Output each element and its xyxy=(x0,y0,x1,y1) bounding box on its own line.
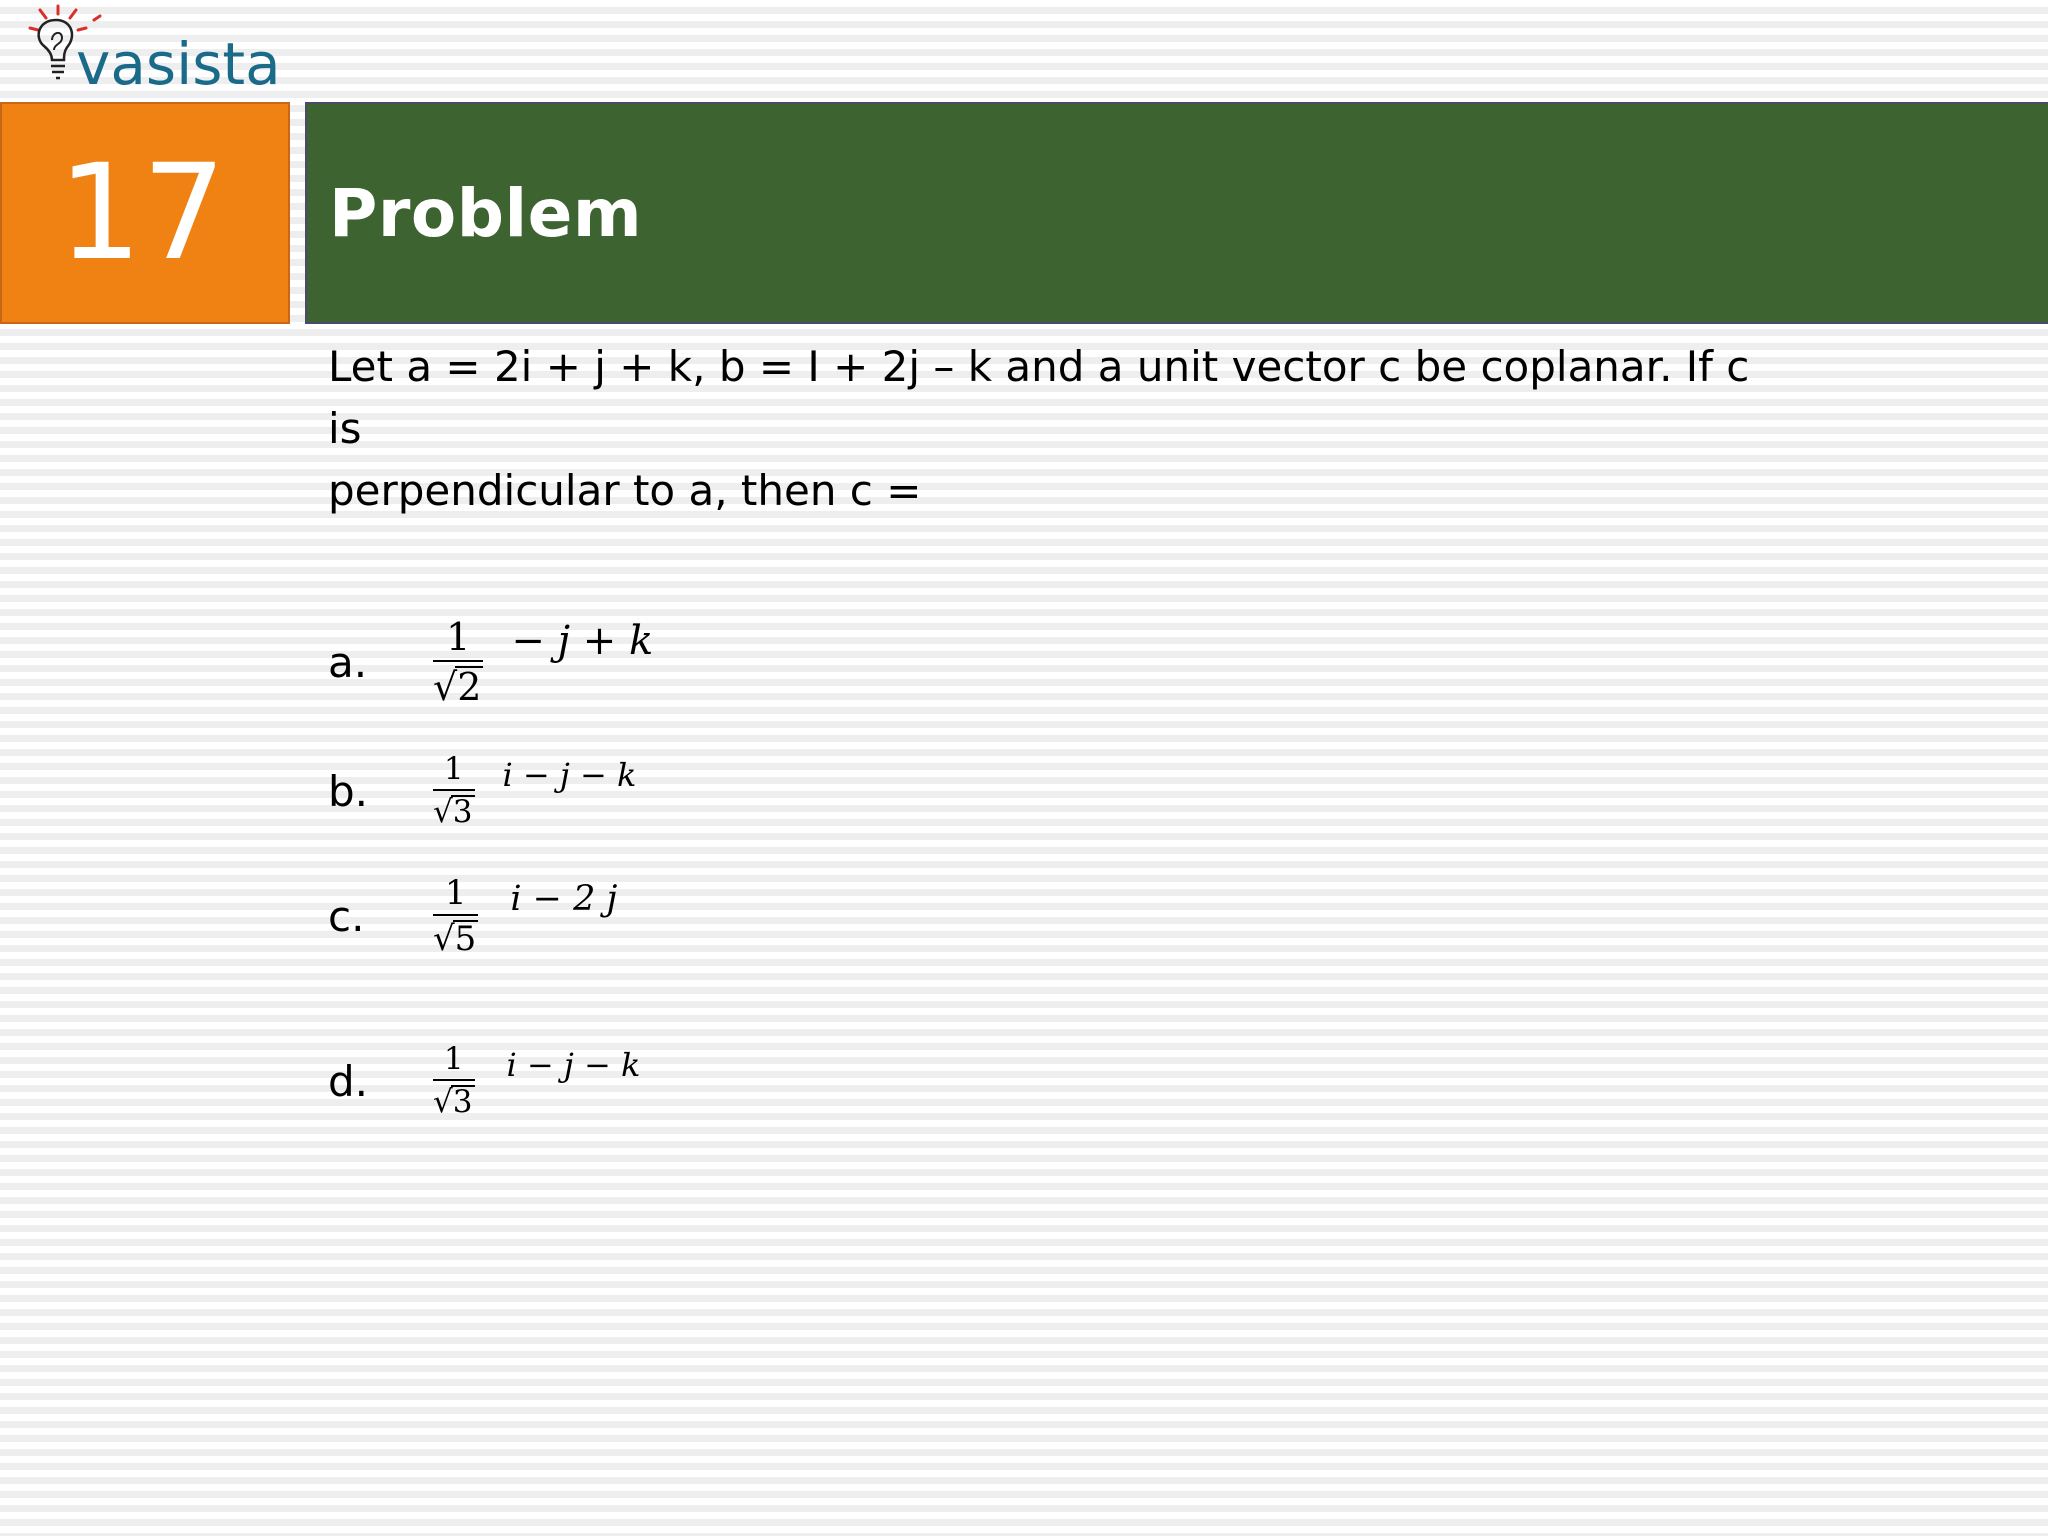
logo-text: vasista xyxy=(76,30,281,96)
radical-sign: √ xyxy=(433,794,453,830)
fraction xyxy=(433,873,478,959)
option-a xyxy=(328,615,654,709)
fraction-denominator xyxy=(433,1081,475,1118)
question-text xyxy=(328,336,1768,522)
option-d xyxy=(328,1041,641,1120)
radicand: 5 xyxy=(454,919,477,959)
fraction-numerator: 1 xyxy=(443,1041,464,1077)
option-letter: c. xyxy=(328,891,365,941)
title-bar xyxy=(305,102,2048,324)
option-letter: a. xyxy=(328,637,368,687)
fraction-numerator: 1 xyxy=(443,751,464,787)
radical-sign: √ xyxy=(433,1084,453,1120)
radicand: 3 xyxy=(452,1084,473,1120)
fraction xyxy=(433,615,483,709)
fraction-numerator: 1 xyxy=(444,873,467,913)
question-line-2: perpendicular to a, then c = xyxy=(328,466,922,515)
vasista-logo xyxy=(18,4,288,96)
slide-title: Problem xyxy=(329,174,643,252)
radical-sign: √ xyxy=(433,919,455,959)
fraction-denominator xyxy=(433,662,483,709)
question-line-1: Let a = 2i + j + k, b = I + 2j – k and a unit vector c be coplanar. If c is xyxy=(328,342,1750,453)
fraction-denominator xyxy=(433,916,478,959)
radical-sign: √ xyxy=(433,665,458,709)
option-b xyxy=(328,751,637,830)
fraction-numerator: 1 xyxy=(446,615,471,659)
option-c xyxy=(328,873,618,959)
fraction xyxy=(433,1041,475,1120)
slide-number: 17 xyxy=(58,136,226,290)
option-expression: i − j − k xyxy=(502,756,637,794)
slide-number-box xyxy=(0,102,290,324)
fraction xyxy=(433,751,475,830)
radicand: 2 xyxy=(457,665,482,709)
option-expression: i − j − k xyxy=(506,1046,641,1084)
radicand: 3 xyxy=(452,794,473,830)
option-expression: i − 2 j xyxy=(510,879,618,919)
fraction-denominator xyxy=(433,791,475,828)
option-expression: − j + k xyxy=(511,618,654,664)
option-letter: d. xyxy=(328,1056,369,1106)
option-letter: b. xyxy=(328,766,369,816)
